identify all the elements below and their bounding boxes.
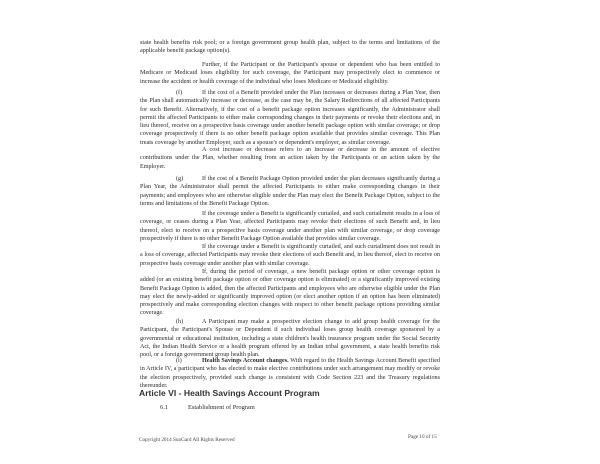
- paragraph-text: If the coverage under a Benefit is significantly curtailed, and such curtailment results in a loss of coverage, or ceases during a Plan Year, affected Participants may revoke their elections of such Benefit and, in lieu thereof, elect to receive on a prospective basis coverage under another plan with similar coverage, or drop coverage prospectively if there is no other Benefit Package Option available that provides similar coverage.: [140, 211, 440, 242]
- paragraph-text: A Participant may make a prospective election change to add group health coverage for the Participant, the Participant's Spouse or Dependent if such individual loses group health coverage sponsored by a governmental or educational institution, including a state children's health insurance program under the Social Security Act, the Indian Health Service or a health program offered by an Indian tribal government, a state health benefits risk pool, or a foreign government group health plan.: [140, 319, 440, 359]
- paragraph-continuation: [140, 39, 440, 56]
- paragraph-h: [140, 318, 440, 359]
- paragraph-medicare: [140, 61, 440, 86]
- paragraph-f: [140, 89, 440, 147]
- article-heading: Article VI - Health Savings Account Program: [139, 388, 320, 398]
- paragraph-label: (i): [176, 358, 182, 364]
- section-number: 6.1: [160, 404, 168, 411]
- paragraph-curtailed-no-loss: [140, 243, 440, 268]
- paragraph-bold-lead: Health Savings Account changes.: [202, 358, 289, 364]
- paragraph-label: (f): [176, 90, 183, 96]
- paragraph-text: With regard to the Health Savings Account Benefit specified in Article IV, a participant who has elected to make elective contributions under such arrangement may modify or revoke the election prospectively, provided such change is consistent with Code Section 223 and the Treasury regulations thereunder.: [140, 358, 440, 389]
- paragraph-i: [140, 357, 440, 390]
- page-number: Page 10 of 15: [408, 434, 437, 440]
- paragraph-g: [140, 175, 440, 208]
- paragraph-text: If, during the period of coverage, a new benefit package option or other coverage option is added (or an existing benefit package option or other coverage option is eliminated) or a significantly improved existing Benefit Package Option is added, then the affected Participants and employees who are otherwise eligible under the Plan may elect the newly-added or significantly improved option (or elect another option if an option has been eliminated) prospectively and make corresponding election changes with respect to other benefit package options providing similar coverage.: [140, 269, 440, 317]
- paragraph-curtailed-loss: [140, 210, 440, 243]
- section-title: Establishment of Program: [188, 404, 255, 411]
- paragraph-text: Further, if the Participant or the Participant's spouse or dependent who has been entitled to Medicare or Medicaid loses eligibility for such coverage, the Participant may prospectively elect to commence or increase the accident or health coverage of the individual who loses Medicare or Medicaid eligibility.: [140, 62, 440, 85]
- paragraph-text: If the coverage under a Benefit is significantly curtailed, and such curtailment does not result in a loss of coverage, affected Participants may revoke their elections of such Benefit and, in lieu thereof, elect to receive on prospective basis coverage under another plan with similar coverage.: [140, 244, 440, 267]
- paragraph-text: If the cost of a Benefit Package Option provided under the plan decreases significantly during a Plan Year, the Administrator shall permit the affected Participants to either make corresponding changes in their payments; and employees who are otherwise eligible under the Plan may elect the Benefit Package Option, subject to the terms and limitations of the Benefit Package Option.: [140, 176, 440, 207]
- section-heading: [160, 404, 255, 411]
- paragraph-label: (g): [176, 176, 184, 182]
- paragraph-label: (h): [176, 319, 184, 325]
- paragraph-text: state health benefits risk pool; or a foreign government group health plan, subject to the terms and limitations of the applicable benefit package option(s).: [140, 40, 440, 55]
- paragraph-cost-increase: [140, 146, 440, 171]
- copyright-footer: Copyright 2014 SunGard All Rights Reserved: [139, 437, 235, 443]
- paragraph-text: If the cost of a Benefit provided under the Plan increases or decreases during a Plan Year, then the Plan shall automatically increase or decrease, as the case may be, the Salary Redirections of all affected Participants for such Benefit. Alternatively, if the cost of a benefit package option increases significantly, the Administrator shall permit the affected Participants to either make corresponding changes in their payments or revoke their elections and, in lieu thereof, receive on a prospective basis coverage under another benefit package option with similar coverage; or drop coverage prospectively if there is no other benefit package option available that provides similar coverage. This Plan treats coverage by another Employer, such as a spouse's or dependent's employer, as similar coverage.: [140, 90, 440, 146]
- paragraph-new-option: [140, 268, 440, 318]
- paragraph-text: A cost increase or decrease refers to an increase or decrease in the amount of elective contributions under the Plan, whether resulting from an action taken by the Participants or an action taken by the Employer.: [140, 147, 440, 170]
